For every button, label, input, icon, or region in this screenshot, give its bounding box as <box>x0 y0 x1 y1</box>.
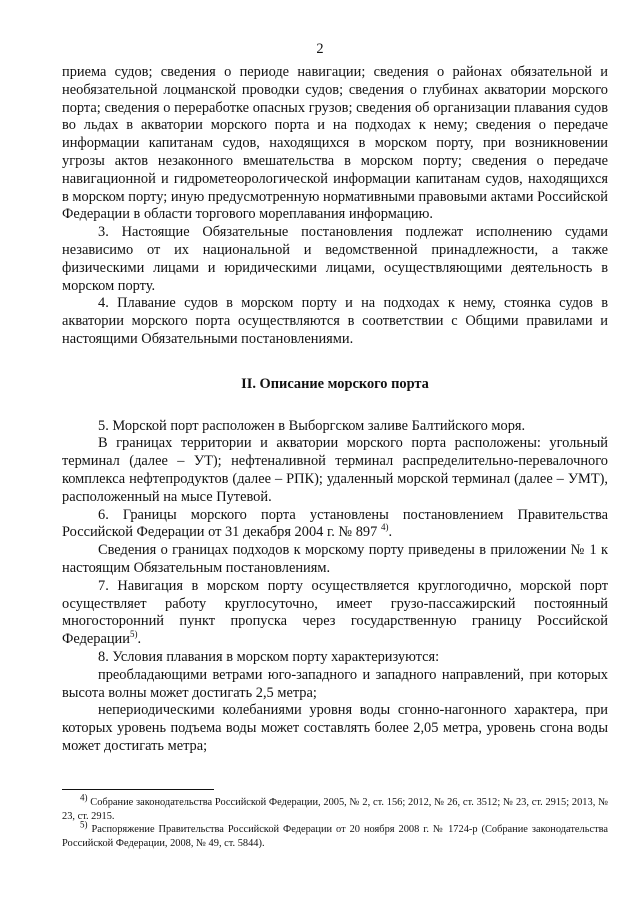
footnote-5 <box>62 819 608 850</box>
paragraph-6-text: 6. Границы морского порта установлены постановлением Правительства Российской Федерации от 31 декабря 2004 г. № 897 <box>62 506 608 541</box>
footnotes <box>62 792 608 850</box>
paragraph-8: 8. Условия плавания в морском порту характеризуются: <box>98 648 440 665</box>
paragraph-5: 5. Морской порт расположен в Выборгском заливе Балтийского моря. <box>98 417 526 434</box>
paragraph-3: 3. Настоящие Обязательные постановления подлежат исполнению судами независимо от их национальной и ведомственной принадлежности, а также физическими лицами и юридическими лицами, осуществляющими деятельность в морском порту. <box>62 224 608 294</box>
paragraph-6-end: . <box>388 524 393 541</box>
paragraph-8-water-level: непериодическими колебаниями уровня воды сгонно-нагонного характера, при которых уровень подъема воды может составлять более 2,05 метра, уровень сгона воды может достигать метра; <box>62 702 608 754</box>
footnote-mark: 5) <box>80 819 88 830</box>
section-heading: II. Описание морского порта <box>241 375 429 392</box>
paragraph-7-end: . <box>137 631 142 648</box>
paragraph-continuation: приема судов; сведения о периоде навигации; сведения о районах обязательной и необязательной лоцманской проводки судов; сведения о глубинах акватории морского порта; сведения о переработке опасных грузов; сведения об организации плавания судов во льдах в акватории морского порта и на подходах к нему; сведения о передаче информации капитанам судов, находящихся в морском порту, при возникновении угрозы актов незаконного вмешательства в морском порту; сведения о передаче навигационной и гидрометеорологической информации капитанам судов, находящихся в морском порту; иную предусмотренную нормативными правовыми актами Российской Федерации в области торгового мореплавания информацию. <box>62 64 608 223</box>
footnote-ref-5: 5) <box>129 629 138 640</box>
footnote-text: Собрание законодательства Российской Федерации, 2005, № 2, ст. 156; 2012, № 26, ст. 3512; № 23, ст. 2915; 2013, № 23, ст. 2915. <box>62 797 608 822</box>
footnote-divider <box>62 789 214 790</box>
paragraph-4: 4. Плавание судов в морском порту и на подходах к нему, стоянка судов в акватории морского порта осуществляются в соответствии с Общими правилами и настоящими Обязательными постановлениями. <box>62 295 608 347</box>
paragraph-7-text: 7. Навигация в морском порту осуществляется круглогодично, морской порт осуществляет работу круглосуточно, имеет грузо-пассажирский постоянный многосторонний пункт пропуска через государственную границу Российской Федерации <box>62 577 608 648</box>
footnote-ref-4: 4) <box>380 522 389 533</box>
paragraph-5-terminals: В границах территории и акватории морского порта расположены: угольный терминал (далее – УТ); нефтеналивной терминал распределительно-перевалочного комплекса нефтепродуктов (далее – РПК); удаленный морской терминал (далее – УМТ), расположенный на мысе Путевой. <box>62 435 608 505</box>
paragraph-8-winds: преобладающими ветрами юго-западного и западного направлений, при которых высота волны может достигать 2,5 метра; <box>62 666 608 701</box>
document-body <box>62 64 608 756</box>
paragraph-6-approaches: Сведения о границах подходов к морскому порту приведены в приложении № 1 к настоящим Обязательным постановлениям. <box>62 542 608 576</box>
footnote-mark: 4) <box>80 792 88 803</box>
paragraph-6 <box>62 507 608 543</box>
footnote-text: Распоряжение Правительства Российской Федерации от 20 ноября 2008 г. № 1724-р (Собрание законодательства Российской Федерации, 2008, № 49, ст. 5844). <box>62 824 608 849</box>
page-number: 2 <box>316 41 324 57</box>
footnote-4 <box>62 792 608 823</box>
paragraph-7 <box>62 578 608 649</box>
